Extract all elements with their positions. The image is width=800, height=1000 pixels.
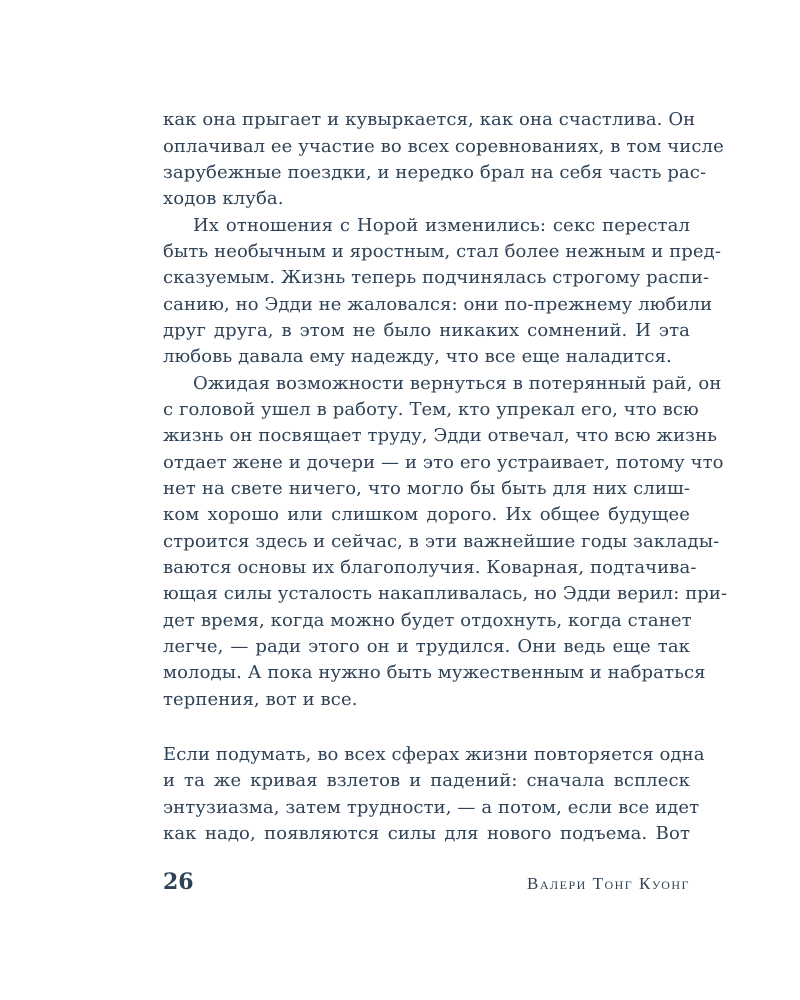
text-line: терпения, вот и все. [163,689,358,710]
text-line: ходов клуба. [163,188,284,209]
text-line: санию, но Эдди не жаловался: они по-прежнему любили [163,294,713,315]
text-line: любовь давала ему надежду, что все еще наладится. [163,346,672,367]
text-line: молоды. А пока нужно быть мужественным и набраться [163,662,706,683]
running-footer-author: Валери Тонг Куонг [527,874,690,893]
text-line: с головой ушел в работу. Тем, кто упрекал его, что всю [163,399,699,420]
text-line: строится здесь и сейчас, в эти важнейшие годы заклады- [163,531,720,552]
text-line: как надо, появляются силы для нового подъема. Вот [163,823,690,844]
text-line: друг друга, в этом не было никаких сомнений. И эта [163,320,690,341]
text-line: дет время, когда можно будет отдохнуть, когда станет [163,610,692,631]
text-line: быть необычным и яростным, стал более нежным и пред- [163,241,722,262]
text-line: Ожидая возможности вернуться в потерянный рай, он [193,373,722,394]
text-line: Их отношения с Норой изменились: секс перестал [193,215,690,236]
text-line: сказуемым. Жизнь теперь подчинялась строгому распи- [163,267,710,288]
text-line: легче, — ради этого он и трудился. Они ведь еще так [163,636,690,657]
page-number: 26 [163,869,194,895]
text-line: энтузиазма, затем трудности, — а потом, если все идет [163,797,700,818]
text-line: оплачивал ее участие во всех соревнованиях, в том числе [163,136,724,157]
text-line: как она прыгает и кувыркается, как она счастлива. Он [163,109,696,130]
text-line: жизнь он посвящает труду, Эдди отвечал, что всю жизнь [163,425,718,446]
text-line: зарубежные поездки, и нередко брал на себя часть рас- [163,162,707,183]
text-line: нет на свете ничего, что могло бы быть для них слиш- [163,478,690,499]
text-line: ющая силы усталость накапливалась, но Эдди верил: при- [163,583,728,604]
text-line: Если подумать, во всех сферах жизни повторяется одна [163,744,705,765]
text-line: и та же кривая взлетов и падений: сначала всплеск [163,770,690,791]
text-line: ком хорошо или слишком дорого. Их общее будущее [163,504,690,525]
text-line: отдает жене и дочери — и это его устраивает, потому что [163,452,724,473]
text-line: ваются основы их благополучия. Коварная, подтачива- [163,557,697,578]
